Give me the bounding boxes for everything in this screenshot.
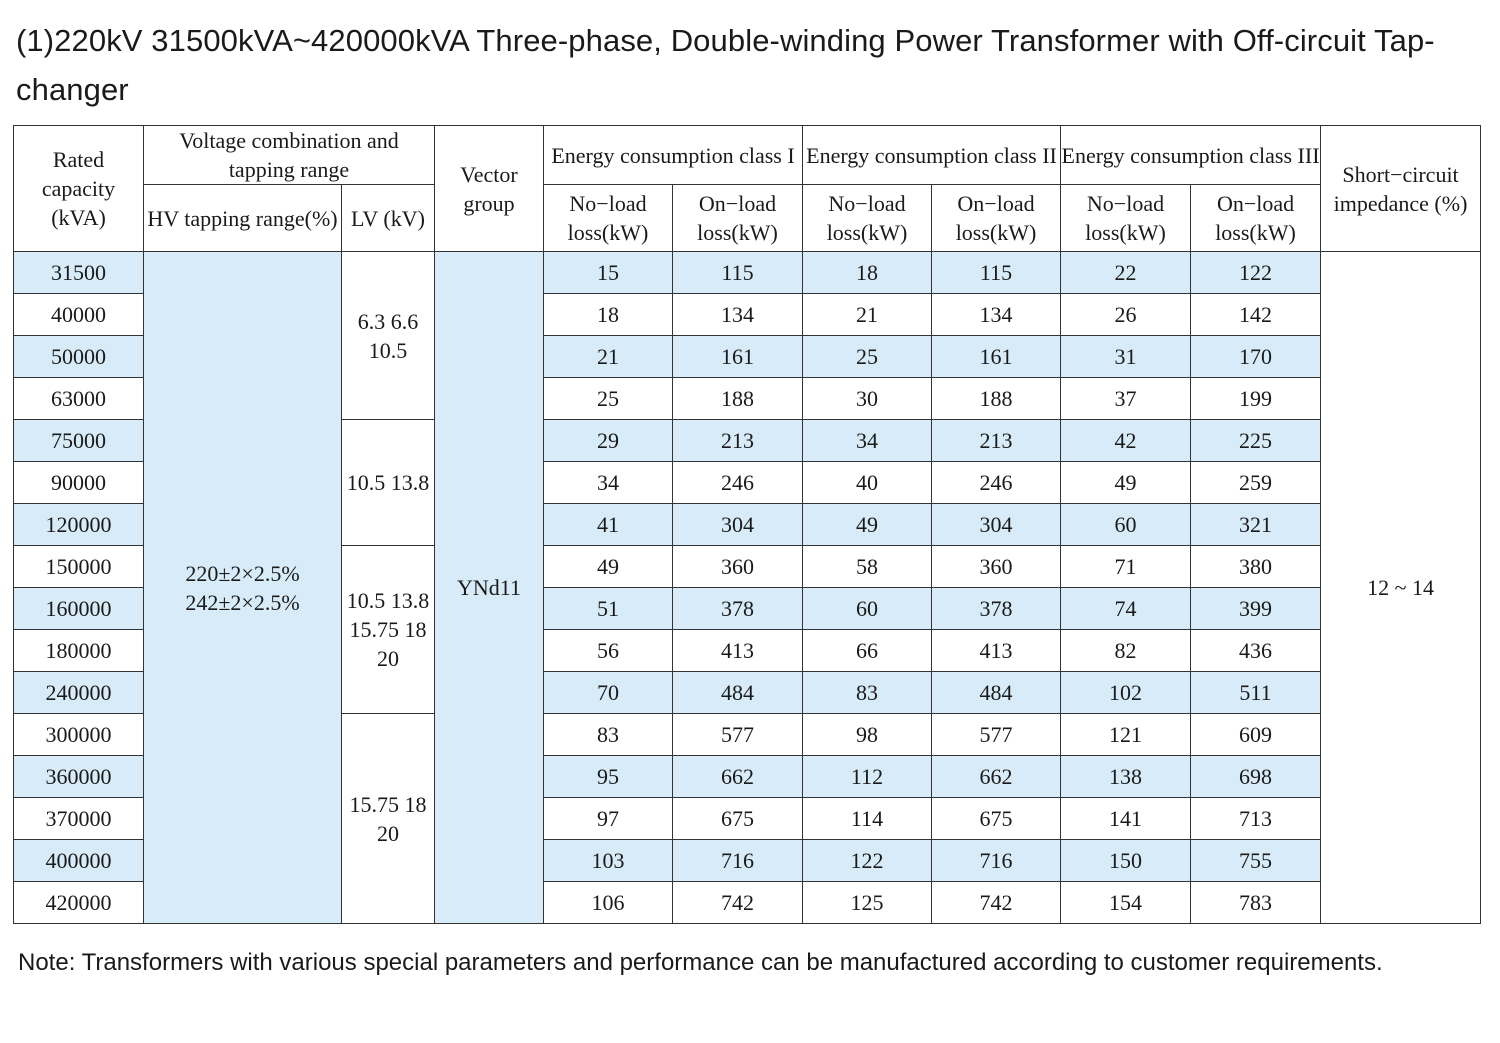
capacity-cell: 400000 (14, 840, 144, 882)
c3-no-cell: 31 (1061, 336, 1191, 378)
c2-no-cell: 83 (803, 672, 932, 714)
c3-on-cell: 199 (1191, 378, 1321, 420)
capacity-cell: 370000 (14, 798, 144, 840)
c1-no-cell: 41 (544, 504, 673, 546)
footnote: Note: Transformers with various special parameters and performance can be manufactured according to customer requirements. (18, 949, 1383, 976)
c2-on-cell: 742 (932, 882, 1061, 924)
c2-on-cell: 662 (932, 756, 1061, 798)
c1-no-cell: 103 (544, 840, 673, 882)
header-class-3-on-load: On−load loss(kW) (1191, 185, 1321, 252)
lv-cell: 6.3 6.6 10.5 (342, 252, 435, 420)
c1-on-cell: 360 (673, 546, 803, 588)
header-rated-capacity: Rated capacity (kVA) (14, 126, 144, 252)
c1-on-cell: 246 (673, 462, 803, 504)
capacity-cell: 300000 (14, 714, 144, 756)
c1-no-cell: 34 (544, 462, 673, 504)
c1-on-cell: 115 (673, 252, 803, 294)
c2-on-cell: 246 (932, 462, 1061, 504)
c2-no-cell: 112 (803, 756, 932, 798)
c3-no-cell: 26 (1061, 294, 1191, 336)
header-class-2-on-load: On−load loss(kW) (932, 185, 1061, 252)
c2-no-cell: 49 (803, 504, 932, 546)
header-class-1: Energy consumption class I (544, 126, 803, 185)
header-voltage-combination: Voltage combination and tapping range (144, 126, 435, 185)
capacity-cell: 40000 (14, 294, 144, 336)
c1-no-cell: 49 (544, 546, 673, 588)
c1-no-cell: 15 (544, 252, 673, 294)
header-class-3-no-load: No−load loss(kW) (1061, 185, 1191, 252)
header-class-2-no-load: No−load loss(kW) (803, 185, 932, 252)
c3-on-cell: 783 (1191, 882, 1321, 924)
c1-on-cell: 213 (673, 420, 803, 462)
c1-no-cell: 18 (544, 294, 673, 336)
impedance-cell: 12 ~ 14 (1321, 252, 1481, 924)
c1-no-cell: 21 (544, 336, 673, 378)
c2-on-cell: 378 (932, 588, 1061, 630)
c3-on-cell: 755 (1191, 840, 1321, 882)
c3-no-cell: 141 (1061, 798, 1191, 840)
c2-no-cell: 58 (803, 546, 932, 588)
c3-no-cell: 71 (1061, 546, 1191, 588)
c2-no-cell: 30 (803, 378, 932, 420)
c1-on-cell: 662 (673, 756, 803, 798)
lv-cell: 10.5 13.8 15.75 18 20 (342, 546, 435, 714)
capacity-cell: 180000 (14, 630, 144, 672)
page-title: (1)220kV 31500kVA~420000kVA Three-phase, Double-winding Power Transformer with Off-circuit Tap-changer (16, 23, 1435, 107)
c1-no-cell: 97 (544, 798, 673, 840)
c1-on-cell: 134 (673, 294, 803, 336)
capacity-cell: 63000 (14, 378, 144, 420)
header-hv-tapping: HV tapping range(%) (144, 185, 342, 252)
c2-on-cell: 188 (932, 378, 1061, 420)
c3-on-cell: 321 (1191, 504, 1321, 546)
c1-on-cell: 577 (673, 714, 803, 756)
c1-no-cell: 95 (544, 756, 673, 798)
c3-on-cell: 436 (1191, 630, 1321, 672)
c3-no-cell: 82 (1061, 630, 1191, 672)
c1-on-cell: 161 (673, 336, 803, 378)
hv-tapping-cell: 220±2×2.5% 242±2×2.5% (144, 252, 342, 924)
capacity-cell: 31500 (14, 252, 144, 294)
capacity-cell: 360000 (14, 756, 144, 798)
c3-on-cell: 170 (1191, 336, 1321, 378)
c1-no-cell: 29 (544, 420, 673, 462)
c3-no-cell: 121 (1061, 714, 1191, 756)
c3-on-cell: 142 (1191, 294, 1321, 336)
c1-on-cell: 304 (673, 504, 803, 546)
c2-on-cell: 304 (932, 504, 1061, 546)
c3-no-cell: 138 (1061, 756, 1191, 798)
c3-no-cell: 37 (1061, 378, 1191, 420)
c3-no-cell: 42 (1061, 420, 1191, 462)
c3-on-cell: 511 (1191, 672, 1321, 714)
c1-no-cell: 51 (544, 588, 673, 630)
c2-on-cell: 134 (932, 294, 1061, 336)
c2-no-cell: 114 (803, 798, 932, 840)
c1-no-cell: 25 (544, 378, 673, 420)
c3-on-cell: 380 (1191, 546, 1321, 588)
c3-on-cell: 698 (1191, 756, 1321, 798)
c3-on-cell: 713 (1191, 798, 1321, 840)
specification-table (13, 125, 1481, 924)
c3-no-cell: 150 (1061, 840, 1191, 882)
c3-on-cell: 122 (1191, 252, 1321, 294)
c3-no-cell: 60 (1061, 504, 1191, 546)
capacity-cell: 75000 (14, 420, 144, 462)
c2-no-cell: 122 (803, 840, 932, 882)
table-row (14, 252, 1481, 294)
c3-no-cell: 154 (1061, 882, 1191, 924)
c1-no-cell: 106 (544, 882, 673, 924)
c2-no-cell: 66 (803, 630, 932, 672)
c3-no-cell: 22 (1061, 252, 1191, 294)
c2-on-cell: 716 (932, 840, 1061, 882)
c2-no-cell: 34 (803, 420, 932, 462)
c1-no-cell: 70 (544, 672, 673, 714)
c3-on-cell: 609 (1191, 714, 1321, 756)
c2-no-cell: 18 (803, 252, 932, 294)
c2-on-cell: 161 (932, 336, 1061, 378)
vector-group-cell: YNd11 (435, 252, 544, 924)
c1-on-cell: 675 (673, 798, 803, 840)
c3-on-cell: 259 (1191, 462, 1321, 504)
c2-on-cell: 213 (932, 420, 1061, 462)
c3-no-cell: 49 (1061, 462, 1191, 504)
lv-cell: 10.5 13.8 (342, 420, 435, 546)
c2-on-cell: 675 (932, 798, 1061, 840)
header-class-3: Energy consumption class III (1061, 126, 1321, 185)
c1-no-cell: 56 (544, 630, 673, 672)
c2-on-cell: 577 (932, 714, 1061, 756)
header-vector-group: Vector group (435, 126, 544, 252)
capacity-cell: 160000 (14, 588, 144, 630)
c1-on-cell: 413 (673, 630, 803, 672)
c2-on-cell: 115 (932, 252, 1061, 294)
c2-no-cell: 60 (803, 588, 932, 630)
c2-no-cell: 21 (803, 294, 932, 336)
header-class-1-no-load: No−load loss(kW) (544, 185, 673, 252)
capacity-cell: 50000 (14, 336, 144, 378)
c2-on-cell: 413 (932, 630, 1061, 672)
c2-on-cell: 484 (932, 672, 1061, 714)
capacity-cell: 90000 (14, 462, 144, 504)
c1-on-cell: 742 (673, 882, 803, 924)
c3-on-cell: 225 (1191, 420, 1321, 462)
c1-on-cell: 484 (673, 672, 803, 714)
capacity-cell: 420000 (14, 882, 144, 924)
c3-no-cell: 102 (1061, 672, 1191, 714)
header-class-1-on-load: On−load loss(kW) (673, 185, 803, 252)
c2-on-cell: 360 (932, 546, 1061, 588)
c1-on-cell: 188 (673, 378, 803, 420)
capacity-cell: 240000 (14, 672, 144, 714)
lv-cell: 15.75 18 20 (342, 714, 435, 924)
header-lv: LV (kV) (342, 185, 435, 252)
c1-on-cell: 716 (673, 840, 803, 882)
capacity-cell: 120000 (14, 504, 144, 546)
header-impedance: Short−circuit impedance (%) (1321, 126, 1481, 252)
c2-no-cell: 125 (803, 882, 932, 924)
c2-no-cell: 98 (803, 714, 932, 756)
c1-no-cell: 83 (544, 714, 673, 756)
c2-no-cell: 40 (803, 462, 932, 504)
c3-no-cell: 74 (1061, 588, 1191, 630)
capacity-cell: 150000 (14, 546, 144, 588)
header-class-2: Energy consumption class II (803, 126, 1061, 185)
c3-on-cell: 399 (1191, 588, 1321, 630)
c2-no-cell: 25 (803, 336, 932, 378)
c1-on-cell: 378 (673, 588, 803, 630)
